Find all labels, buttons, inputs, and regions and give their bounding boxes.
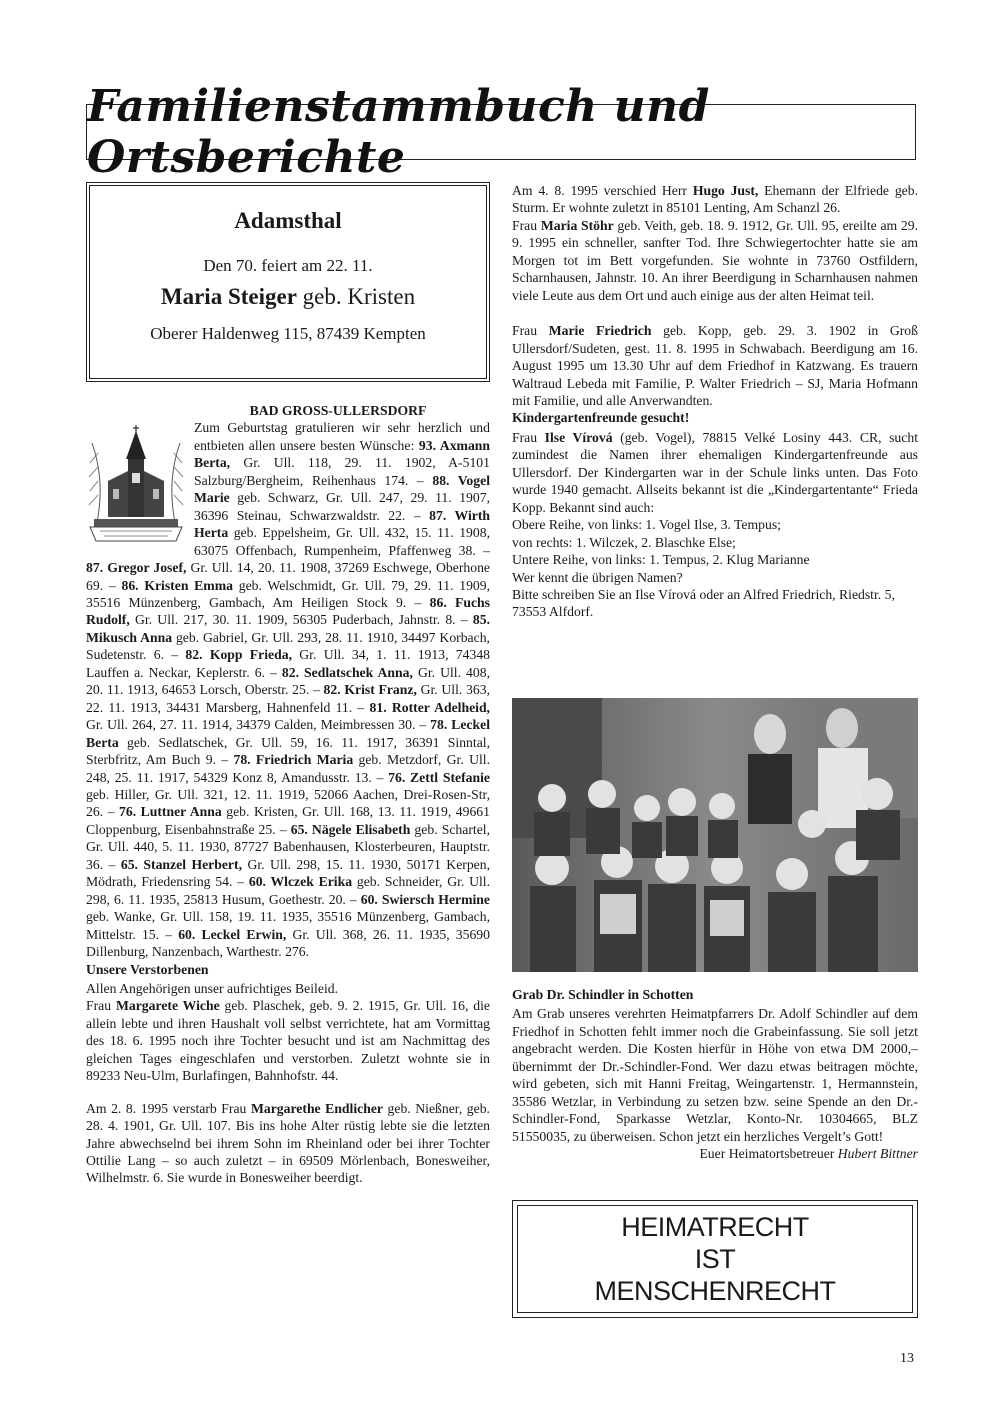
kindergarten-line: Bitte schreiben Sie an Ilse Vírová oder an Alfred Friedrich, Riedstr. 5, 73553 Alfdorf. xyxy=(512,586,895,620)
obituary-wiche xyxy=(86,997,490,1084)
birthday-entry-text: Gr. Ull. 363, 22. 11. 1913, 34431 Marsberg, Hahnenfeld 11. – xyxy=(86,682,490,715)
kindergarten-line: Obere Reihe, von links: 1. Vogel Ilse, 3. Tempus; xyxy=(512,517,781,533)
right-column xyxy=(512,182,918,621)
announcement-inner-frame xyxy=(89,185,487,379)
signature-prefix: Euer Heimatortsbetreuer xyxy=(699,1146,838,1162)
birthday-entry-name: 65. Stanzel Herbert, xyxy=(120,856,242,872)
birthday-entry-text: Gr. Ull. 264, 27. 11. 1914, 34379 Calden, Meimbressen 30. – xyxy=(86,717,431,733)
church-icon xyxy=(86,423,186,547)
kindergarten-text: (geb. Vogel), 78815 Velké Losiny 443. CR, sucht zumindest die Namen ihrer ehemaligen Kindergartenfreunde aus Ullersdorf. Der Kindergarten war in der Schule links unten. Das Foto wurde 1940 gemacht. Allseits bekannt ist die „Kindergartentante“ Frieda Kopp. Bekannt sind auch: xyxy=(512,429,918,515)
birthday-entry-text: geb. Welschmidt, Gr. Ull. 79, 29. 11. 1909, 35516 Münzenberg, Gambach, Am Heiligen Stock 9. – xyxy=(86,577,491,610)
birthday-entry-name: 82. Krist Franz, xyxy=(323,682,417,698)
page-header-title: Familienstammbuch und Ortsberichte xyxy=(87,81,710,183)
page-header-box xyxy=(86,81,916,183)
obituary-stoehr xyxy=(512,217,918,304)
birthday-entry-text: Gr. Ull. 408, 20. 11. 1913, 64653 Lorsch, Oberstr. 25. – xyxy=(86,664,490,698)
kindergarten-name: Ilse Vírová xyxy=(544,429,613,445)
signature-name: Hubert Bittner xyxy=(837,1146,918,1162)
birthday-entry-text: geb. Hiller, Gr. Ull. 321, 12. 11. 1919, 52066 Aachen, Drei-Rosen-Str, 26. – xyxy=(86,786,490,820)
birthday-entry-name: 65. Nägele Elisabeth xyxy=(290,821,411,837)
grave-heading: Grab Dr. Schindler in Schotten xyxy=(512,987,694,1002)
obituary-prefix: Am 4. 8. 1995 verschied Herr xyxy=(512,183,693,198)
announcement-name xyxy=(90,284,486,310)
announcement-place: Adamsthal xyxy=(234,208,342,233)
kindergarten-heading: Kindergartenfreunde gesucht! xyxy=(512,410,690,426)
birthdays-heading: BAD GROSS-ULLERSDORF xyxy=(249,403,427,418)
obituary-name: Marie Friedrich xyxy=(548,323,652,339)
birthday-entry-name: 88. Vogel Marie xyxy=(194,472,490,506)
birthday-entry-name: 86. Kristen Emma xyxy=(121,577,233,593)
obituary-name: Margarete Wiche xyxy=(115,998,220,1014)
left-column xyxy=(86,402,490,1187)
kindergarten-paragraph xyxy=(512,429,918,516)
birthday-entry-name: 76. Zettl Stefanie xyxy=(388,769,490,785)
church-illustration xyxy=(86,423,186,547)
kindergarten-prefix: Frau xyxy=(512,429,545,445)
birthday-entry-text: Gr. Ull. 118, 29. 11. 1902, A-5101 Salzburg/Bergheim, Reihenhaus 174. – xyxy=(194,455,490,488)
kindergarten-names xyxy=(512,516,918,621)
obituary-text: geb. Nießner, geb. 28. 4. 1901, Gr. Ull. 107. Bis ins hohe Alter rüstig lebte sie die letzten Jahre abwechselnd bei ihrem Sohn im Rheinland oder bei ihrer Tochter Ottilie Lang – so auch zuletzt – in 69509 Mörlenbach, Bonesweiher, Wilhelmstr. 6. Sie wurde in Bonesweiher beerdigt. xyxy=(86,1100,490,1186)
kindergarten-photo xyxy=(512,698,918,972)
page-number: 13 xyxy=(900,1351,914,1366)
slogan-line: HEIMATRECHT xyxy=(621,1212,809,1242)
birthday-entry-name: 93. Axmann Berta, xyxy=(194,437,491,471)
birthday-entry-name: 82. Kopp Frieda, xyxy=(185,647,293,663)
birthday-entry-text: geb. Eppelsheim, Gr. Ull. 432, 15. 11. 1908, 63075 Offenbach, Rumpenheim, Pfaffenweg 38. – xyxy=(194,525,490,558)
announcement-address: Oberer Haldenweg 115, 87439 Kempten xyxy=(150,324,426,343)
kindergarten-line: Untere Reihe, von links: 1. Tempus, 2. Klug Marianne xyxy=(512,552,810,568)
obituary-just xyxy=(512,182,918,217)
obituary-name: Hugo Just, xyxy=(692,183,759,198)
obituary-prefix: Am 2. 8. 1995 verstarb Frau xyxy=(86,1100,251,1116)
birthday-entry-name: 60. Leckel Erwin, xyxy=(178,926,287,942)
obituary-prefix: Frau xyxy=(86,998,116,1014)
birthday-entry-text: Gr. Ull. 14, 20. 11. 1908, 37269 Eschwege, Oberhone 69. – xyxy=(86,560,490,593)
birthday-entry-name: 85. Mikusch Anna xyxy=(86,612,490,645)
birthday-entry-name: 78. Leckel Berta xyxy=(86,717,490,750)
birthday-entry-name: 82. Sedlatschek Anna, xyxy=(281,664,413,680)
birthday-entry-text: geb. Kristen, Gr. Ull. 168, 13. 11. 1919, 49661 Cloppenburg, Eisenbahnstraße 25. – xyxy=(86,804,490,837)
announcement-name-bold: Maria Steiger xyxy=(160,284,297,309)
birthday-entry-text: geb. Wanke, Gr. Ull. 158, 19. 11. 1935, 35516 Münzenberg, Gambach, Mittelstr. 15. – xyxy=(86,909,490,942)
birthday-entry-text: geb. Metzdorf, Gr. Ull. 248, 25. 11. 1917, 54329 Konz 8, Amandusstr. 13. – xyxy=(86,752,490,785)
obituary-prefix: Frau xyxy=(512,323,549,339)
deceased-heading: Unsere Verstorbenen xyxy=(86,961,209,977)
slogan-inner-frame xyxy=(517,1205,913,1313)
obituary-friedrich xyxy=(512,322,918,409)
birthday-entry-text: geb. Schneider, Gr. Ull. 298, 6. 11. 1935, 25813 Husum, Goethestr. 20. – xyxy=(86,874,491,907)
birthday-entry-text: Gr. Ull. 298, 15. 11. 1930, 50171 Kerpen, Mödrath, Friedensring 54. – xyxy=(86,856,491,890)
obituary-text: geb. Kopp, geb. 29. 3. 1902 in Groß Ullersdorf/Sudeten, gest. 11. 8. 1995 in Schwabach. Beerdigung am 16. August 1995 um 13.30 Uhr auf dem Friedhof in Katzwang. Es trauern Waltraud Lebeda mit Familie, P. Walter Friedrich – SJ, Maria Hofmann mit Familie, und alle Anverwandten. xyxy=(512,323,918,408)
kindergarten-line: von rechts: 1. Wilczek, 2. Blaschke Else; xyxy=(512,534,736,550)
obituary-text: geb. Veith, geb. 18. 9. 1912, Gr. Ull. 95, ereilte am 29. 9. 1995 ein schneller, sanfter Tod. Ihre Schwiegertochter hatte sie am Morgen tot im Bett vorgefunden. Sie wohnte in 73760 Ostfildern, Scharnhausen, Jahnstr. 10. An ihrer Beerdigung in Scharnhausen nahmen viele Leute aus dem Ort und auch einige aus der alten Heimat teil. xyxy=(512,217,919,303)
slogan-box xyxy=(512,1200,918,1318)
grave-text: Am Grab unseres verehrten Heimatpfarrers Dr. Adolf Schindler auf dem Friedhof in Schotten fehlt immer noch die Grabeinfassung. Sie soll jetzt angebracht werden. Die Kosten hierfür in Höhe von etwa DM 2000,– übernimmt der Dr.-Schindler-Fond. Wer dazu etwas beitragen möchte, wird gebeten, sich mit Hanni Freitag, Weingartenstr. 1, Hermannstein, 35586 Wetzlar, in Verbindung zu setzen bzw. seine Spende an den Dr.-Schindler-Fond, Sparkasse Wetzlar, Konto-Nr. 10304665, BLZ 51550035, zu überweisen. Schon jetzt ein herzliches Vergelt’s Gott! xyxy=(512,1006,918,1144)
obituary-prefix: Frau xyxy=(512,217,541,233)
birthday-entry-text: geb. Gabriel, Gr. Ull. 293, 28. 11. 1910, 34497 Korbach, Sudetenstr. 6. – xyxy=(86,629,490,663)
obituary-text: Ehemann der Elfriede geb. Sturm. Er wohnte zuletzt in 85101 Lenting, Am Schanzl 26. xyxy=(512,183,918,216)
announcement-name-rest: geb. Kristen xyxy=(296,284,416,309)
birthday-entry-text: Gr. Ull. 368, 26. 11. 1935, 35690 Dillenburg, Nanzenbach, Warthestr. 276. xyxy=(86,926,490,960)
birthday-announcement-box xyxy=(86,182,490,382)
birthday-entry-text: geb. Sedlatschek, Gr. Ull. 59, 16. 11. 1917, 36391 Sinntal, Sterbfritz, Am Buch 9. – xyxy=(86,734,490,768)
slogan-line: MENSCHENRECHT xyxy=(594,1276,836,1306)
birthday-entry-name: 76. Luttner Anna xyxy=(119,804,222,820)
slogan-line: IST xyxy=(694,1244,736,1274)
birthday-entry-text: geb. Schartel, Gr. Ull. 440, 5. 11. 1930, 87727 Babenhausen, Klosterbeuren, Hauptstr. 36. – xyxy=(86,821,490,872)
obituary-name: Margarethe Endlicher xyxy=(250,1100,383,1116)
deceased-intro: Allen Angehörigen unser aufrichtiges Beileid. xyxy=(86,980,339,996)
birthday-entry-name: 78. Friedrich Maria xyxy=(233,752,354,768)
grave-section xyxy=(512,986,918,1163)
birthday-entry-name: 60. Wlczek Erika xyxy=(248,874,353,890)
birthday-entry-name: 87. Gregor Josef, xyxy=(86,560,187,576)
obituary-name: Maria Stöhr xyxy=(540,217,614,233)
obituary-endlicher xyxy=(86,1100,490,1187)
birthday-entry-name: 86. Fuchs Rudolf, xyxy=(86,594,490,628)
birthday-entry-name: 87. Wirth Herta xyxy=(194,507,490,541)
signature xyxy=(512,1145,918,1162)
birthday-entry-text: Gr. Ull. 217, 30. 11. 1909, 56305 Puderbach, Jahnstr. 8. – xyxy=(129,612,473,628)
birthday-entry-name: 81. Rotter Adelheid, xyxy=(369,699,490,715)
obituary-text: geb. Plaschek, geb. 9. 2. 1915, Gr. Ull. 16, die allein lebte und ihren Haushalt voll selbst verrichtete, hat am Vormittag des 18. 6. 1995 noch ihre Tochter besucht und ist am Nachmittag des gleichen Tages eingeschlafen und verstorben. Zuletzt wohnte sie in 89233 Neu-Ulm, Burlafingen, Bahnhofstr. 44. xyxy=(86,998,490,1084)
birthdays-intro: Zum Geburtstag gratulieren wir sehr herzlich und entbieten allen unsere besten Wünsche: xyxy=(194,420,490,453)
photo-image xyxy=(512,698,918,972)
birthday-entry-name: 60. Swiersch Hermine xyxy=(360,891,490,907)
birthday-entry-text: geb. Schwarz, Gr. Ull. 247, 29. 11. 1907, 36396 Steinau, Schwarzwaldstr. 22. – xyxy=(194,490,490,523)
kindergarten-line: Wer kennt die übrigen Namen? xyxy=(512,569,683,585)
announcement-line: Den 70. feiert am 22. 11. xyxy=(203,256,373,275)
birthday-entry-text: Gr. Ull. 34, 1. 11. 1913, 74348 Lauffen a. Neckar, Keplerstr. 6. – xyxy=(86,647,491,680)
